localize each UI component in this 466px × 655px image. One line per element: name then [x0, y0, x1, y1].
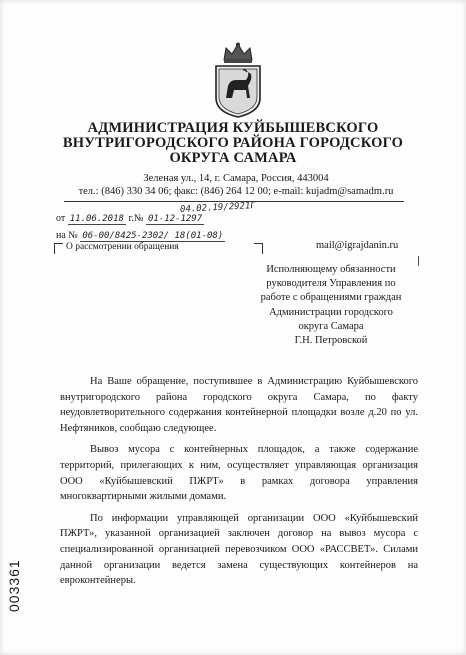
addressee-line: Г.Н. Петровской — [294, 335, 368, 347]
incoming-stamp-handwritten: 04.02.19/2921Г — [179, 201, 257, 215]
reference-prefix: на № — [56, 230, 78, 241]
registration-side-number: 003361 — [6, 559, 22, 612]
recipient-email: mail@igrajdanin.ru — [316, 240, 399, 251]
outgoing-date: 11.06.2018 — [69, 214, 124, 224]
letter-subject: О рассмотрении обращения — [66, 242, 179, 252]
body-paragraph: Вывоз мусора с контейнерных площадок, а также содержание территорий, прилегающих к ним, осуществляет управляющая организация ООО «Куйбышевский ПЖРТ» в рамках договора управления многоквартирными жилыми домами. — [60, 444, 418, 503]
contact-block — [60, 172, 412, 198]
org-name-line-1: АДМИНИСТРАЦИЯ КУЙБЫШЕВСКОГО — [87, 120, 379, 136]
addressee-line: округа Самара — [298, 320, 364, 332]
addressee-line: Исполняющему обязанности — [266, 264, 396, 275]
number-prefix: г.№ — [128, 213, 144, 224]
phone-fax-email-line: тел.: (846) 330 34 06; факс: (846) 264 12 00; e-mail: kujadm@samadm.ru — [78, 186, 394, 197]
subject-bracket-right — [254, 243, 263, 254]
addressee-line: Администрации городского — [269, 306, 393, 318]
reference-number-line — [56, 230, 225, 241]
org-name-line-3: ОКРУГА САМАРА — [169, 150, 297, 166]
addressee-corner-mark — [418, 256, 419, 266]
outgoing-number: 01-12-1297 — [147, 214, 203, 224]
outgoing-date-number-line — [56, 213, 204, 224]
letter-body — [60, 374, 418, 595]
addressee-block — [246, 263, 416, 348]
coat-of-arms-emblem — [212, 42, 264, 118]
reference-number: 06-00/8425-2302/ 18(01-08) — [82, 231, 224, 241]
addressee-line: руководителя Управления по — [266, 278, 396, 290]
addressee-line: работе с обращениями граждан — [260, 292, 402, 304]
body-paragraph: На Ваше обращение, поступившее в Администрацию Куйбышевского внутригородского района городского округа Самара, по факту неудовлетворительного содержания контейнерной площадки возле д.20 по ул. Нефтяников, сообщаю следующее. — [60, 376, 418, 434]
body-paragraph: По информации управляющей организации ООО «Куйбышевский ПЖРТ», указанной организацией заключен договор на вывоз мусора с специализированной организацией перевозчиком ООО «РАССВЕТ». Силами данной организации ведется замена существующих контейнеров на евроконтейнеры. — [60, 512, 418, 587]
org-name-line-2: ВНУТРИГОРОДСКОГО РАЙОНА ГОРОДСКОГО — [62, 135, 404, 151]
date-prefix: от — [56, 213, 66, 224]
address-line: Зеленая ул., 14, г. Самара, Россия, 443004 — [143, 173, 329, 184]
subject-bracket-left — [54, 243, 63, 254]
organization-name — [60, 121, 406, 166]
